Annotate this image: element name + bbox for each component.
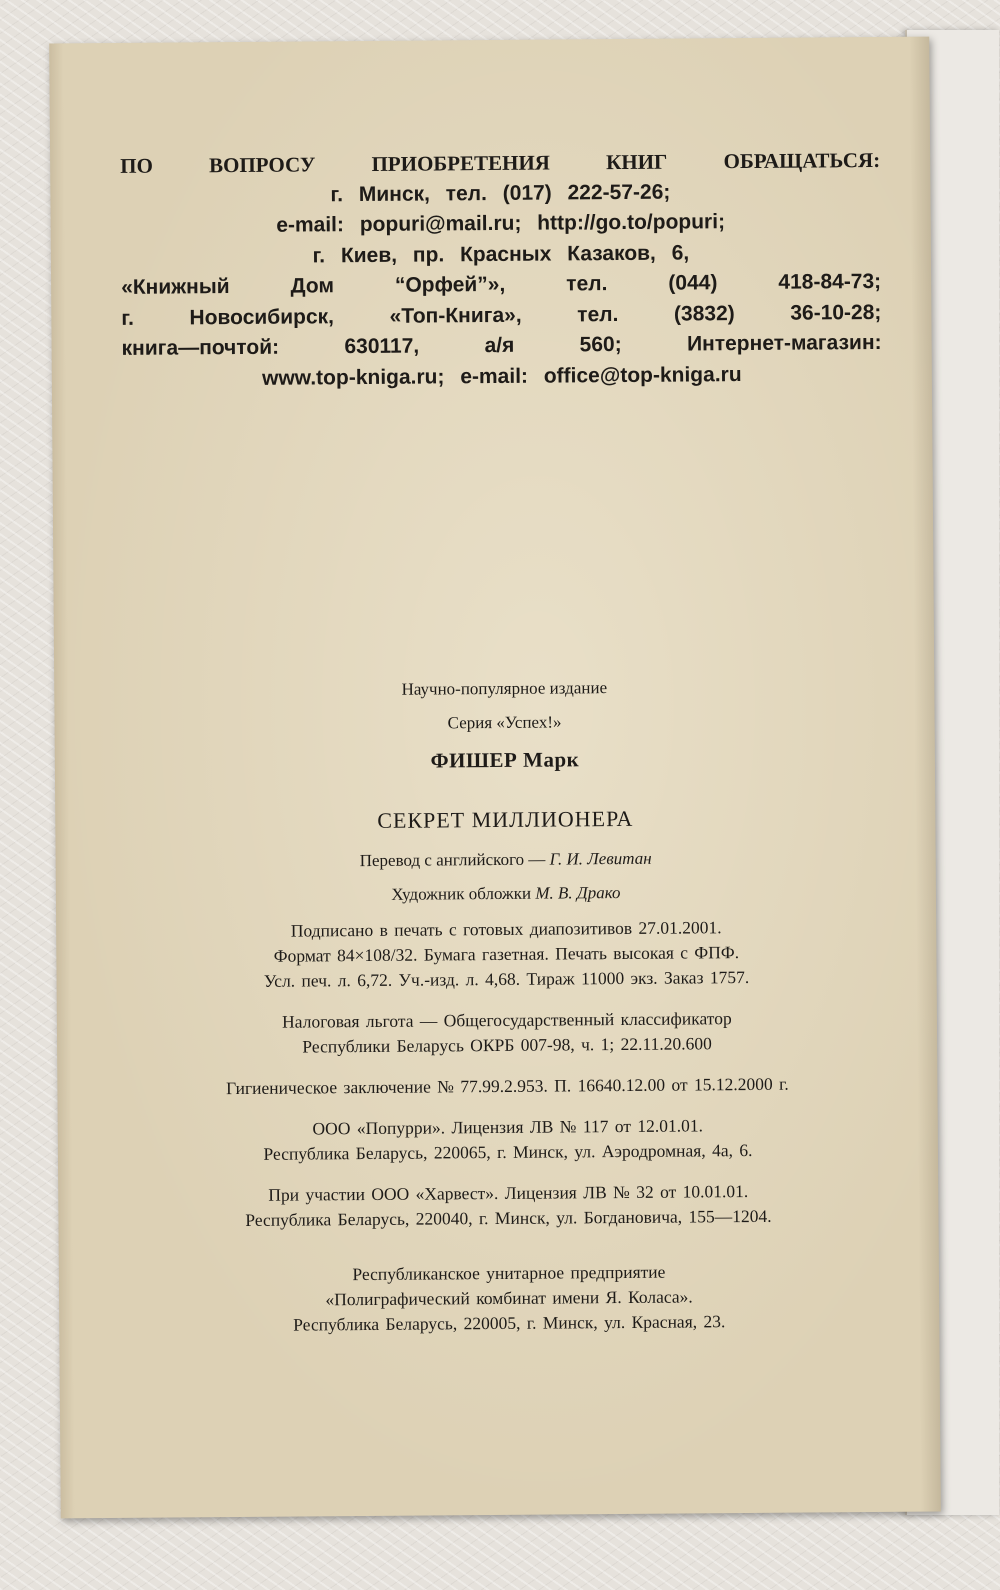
contact-line: г. Киев, пр. Красных Казаков, 6, <box>312 240 690 267</box>
translator-name: Г. И. Левитан <box>549 848 652 869</box>
purchase-contacts <box>120 145 882 395</box>
tax-info <box>117 1005 897 1061</box>
print-info-line: Подписано в печать с готовых диапозитивов 27.01.2001. <box>290 917 722 941</box>
contacts-heading: ПО ВОПРОСУ ПРИОБРЕТЕНИЯ КНИГ ОБРАЩАТЬСЯ: <box>120 147 881 178</box>
print-info-line: Усл. печ. л. 6,72. Уч.-изд. л. 4,68. Тираж 11000 экз. Заказ 1757. <box>263 967 750 991</box>
cover-artist-credit <box>116 880 896 908</box>
printer-line: Республиканское унитарное предприятие <box>352 1261 666 1285</box>
printer-info <box>119 1258 900 1339</box>
publisher-line: Республика Беларусь, 220065, г. Минск, ул. Аэродромная, 4а, 6. <box>263 1139 753 1164</box>
author-name: ФИШЕР Марк <box>430 747 580 773</box>
partner-line: Республика Беларусь, 220040, г. Минск, ул. Богдановича, 155—1204. <box>245 1205 772 1230</box>
translation-credit <box>116 846 896 874</box>
print-info <box>116 914 897 995</box>
contact-line: www.top-kniga.ru; e-mail: office@top-kniga.ru <box>261 362 742 390</box>
colophon <box>114 675 899 1339</box>
hygiene-certificate: Гигиеническое заключение № 77.99.2.953. П. 16640.12.00 от 15.12.2000 г. <box>226 1073 789 1099</box>
contact-line: книга—почтой: 630117, а/я 560; Интернет-магазин: <box>121 330 882 360</box>
printer-line: «Полиграфический комбинат имени Я. Коласа». <box>325 1286 693 1310</box>
edition-type: Научно-популярное издание <box>401 678 608 699</box>
publisher-line: ООО «Попурри». Лицензия ЛВ № 117 от 12.01.01. <box>312 1115 704 1139</box>
book-title: СЕКРЕТ МИЛЛИОНЕРА <box>377 805 634 833</box>
contact-line: e-mail: popuri@mail.ru; http://go.to/popuri; <box>276 210 726 237</box>
tax-info-line: Республики Беларусь ОКРБ 007-98, ч. 1; 22.11.20.600 <box>302 1033 712 1057</box>
series-name: Серия «Успех!» <box>447 712 562 733</box>
publisher-info <box>118 1112 898 1168</box>
tax-info-line: Налоговая льгота — Общегосударственный классификатор <box>282 1008 732 1032</box>
cover-artist-label: Художник обложки <box>391 883 532 904</box>
translation-label: Перевод с английского — <box>359 849 546 871</box>
contact-line: г. Минск, тел. (017) 222-57-26; <box>330 180 671 206</box>
partner-line: При участии ООО «Харвест». Лицензия ЛВ № 32 от 10.01.01. <box>268 1181 749 1205</box>
printer-line: Республика Беларусь, 220005, г. Минск, ул. Красная, 23. <box>293 1311 726 1335</box>
cover-artist-name: М. В. Драко <box>535 883 621 903</box>
print-info-line: Формат 84×108/32. Бумага газетная. Печать высокая с ФПФ. <box>273 942 740 966</box>
partner-info <box>118 1178 898 1234</box>
contact-line: «Книжный Дом “Орфей”», тел. (044) 418-84-73; <box>121 269 882 299</box>
contact-line: г. Новосибирск, «Топ-Книга», тел. (3832) 36-10-28; <box>121 300 882 330</box>
book-page <box>49 37 941 1519</box>
